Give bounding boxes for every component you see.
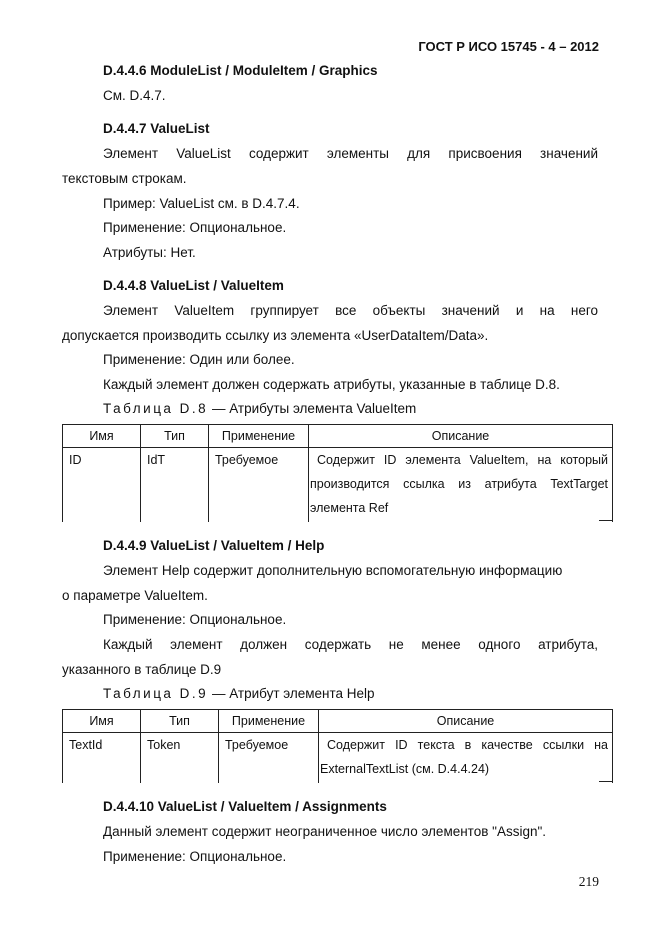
col-header-usage: Применение: [209, 425, 309, 448]
table-row: [63, 733, 613, 784]
paragraph-line: Элемент ValueList содержит элементы для присвоения значений: [103, 146, 598, 161]
cell-name: ID: [69, 453, 82, 467]
paragraph-line: Каждый элемент должен содержать не менее одного атрибута,: [103, 637, 598, 652]
paragraph-line: о параметре ValueItem.: [62, 588, 208, 603]
table-row: [63, 448, 613, 523]
col-header-usage: Применение: [219, 710, 319, 733]
usage-text: Применение: Опциональное.: [103, 612, 287, 627]
cell-name: TextId: [69, 738, 103, 752]
col-header-name: Имя: [63, 710, 141, 733]
col-header-name: Имя: [63, 425, 141, 448]
table-label: Таблица D.8: [103, 401, 209, 416]
cell-type: IdT: [147, 453, 166, 467]
usage-text: Применение: Опциональное.: [103, 849, 287, 864]
table-header-row: [63, 710, 613, 733]
paragraph-line: Данный элемент содержит неограниченное число элементов "Assign".: [103, 824, 547, 839]
cell-description-line: производится ссылка из атрибута TextTarget: [310, 477, 608, 491]
cell-description-line: ExternalTextList (см. D.4.4.24): [320, 762, 490, 776]
col-header-description: Описание: [309, 425, 613, 448]
cell-usage: Требуемое: [215, 453, 279, 467]
paragraph-line: Элемент Help содержит дополнительную вспомогательную информацию: [103, 563, 563, 578]
table-caption: [103, 401, 416, 416]
table-label: Таблица D.9: [103, 686, 209, 701]
section-heading-d4-4-10: D.4.4.10 ValueList / ValueItem / Assignments: [103, 799, 387, 814]
cell-description-line: элемента Ref: [310, 501, 389, 515]
table-caption: [103, 686, 375, 701]
paragraph-line: Элемент ValueItem группирует все объекты значений и на него: [103, 303, 598, 318]
table-caption-text: — Атрибуты элемента ValueItem: [208, 401, 417, 416]
example-text: Пример: ValueList см. в D.4.7.4.: [103, 196, 300, 211]
table-d8: [62, 424, 613, 522]
table-caption-text: — Атрибут элемента Help: [208, 686, 375, 701]
section-heading-d4-4-8: D.4.4.8 ValueList / ValueItem: [103, 278, 284, 293]
table-bottom-tick: [599, 781, 613, 782]
cell-description-line: Содержит ID текста в качестве ссылки на: [327, 738, 608, 752]
table-bottom-tick: [599, 520, 613, 521]
attributes-text: Атрибуты: Нет.: [103, 245, 196, 260]
col-header-type: Тип: [141, 710, 219, 733]
cell-usage: Требуемое: [225, 738, 289, 752]
section-heading-d4-4-6: D.4.4.6 ModuleList / ModuleItem / Graphics: [103, 63, 378, 78]
paragraph-line: текстовым строкам.: [62, 171, 187, 186]
cell-description-line: Содержит ID элемента ValueItem, на который: [317, 453, 608, 467]
document-header: ГОСТ Р ИСО 15745 - 4 – 2012: [418, 39, 599, 54]
usage-text: Применение: Один или более.: [103, 352, 295, 367]
cell-type: Token: [147, 738, 181, 752]
col-header-description: Описание: [319, 710, 613, 733]
page-number: 219: [578, 874, 599, 889]
paragraph-line: указанного в таблице D.9: [62, 662, 222, 677]
col-header-type: Тип: [141, 425, 209, 448]
section-heading-d4-4-7: D.4.4.7 ValueList: [103, 121, 210, 136]
paragraph-line: допускается производить ссылку из элемента «UserDataItem/Data».: [62, 328, 489, 343]
table-d9: [62, 709, 613, 783]
section-heading-d4-4-9: D.4.4.9 ValueList / ValueItem / Help: [103, 538, 325, 553]
paragraph-line: Каждый элемент должен содержать атрибуты, указанные в таблице D.8.: [103, 377, 560, 392]
table-header-row: [63, 425, 613, 448]
usage-text: Применение: Опциональное.: [103, 220, 287, 235]
section-reference: См. D.4.7.: [103, 88, 166, 103]
